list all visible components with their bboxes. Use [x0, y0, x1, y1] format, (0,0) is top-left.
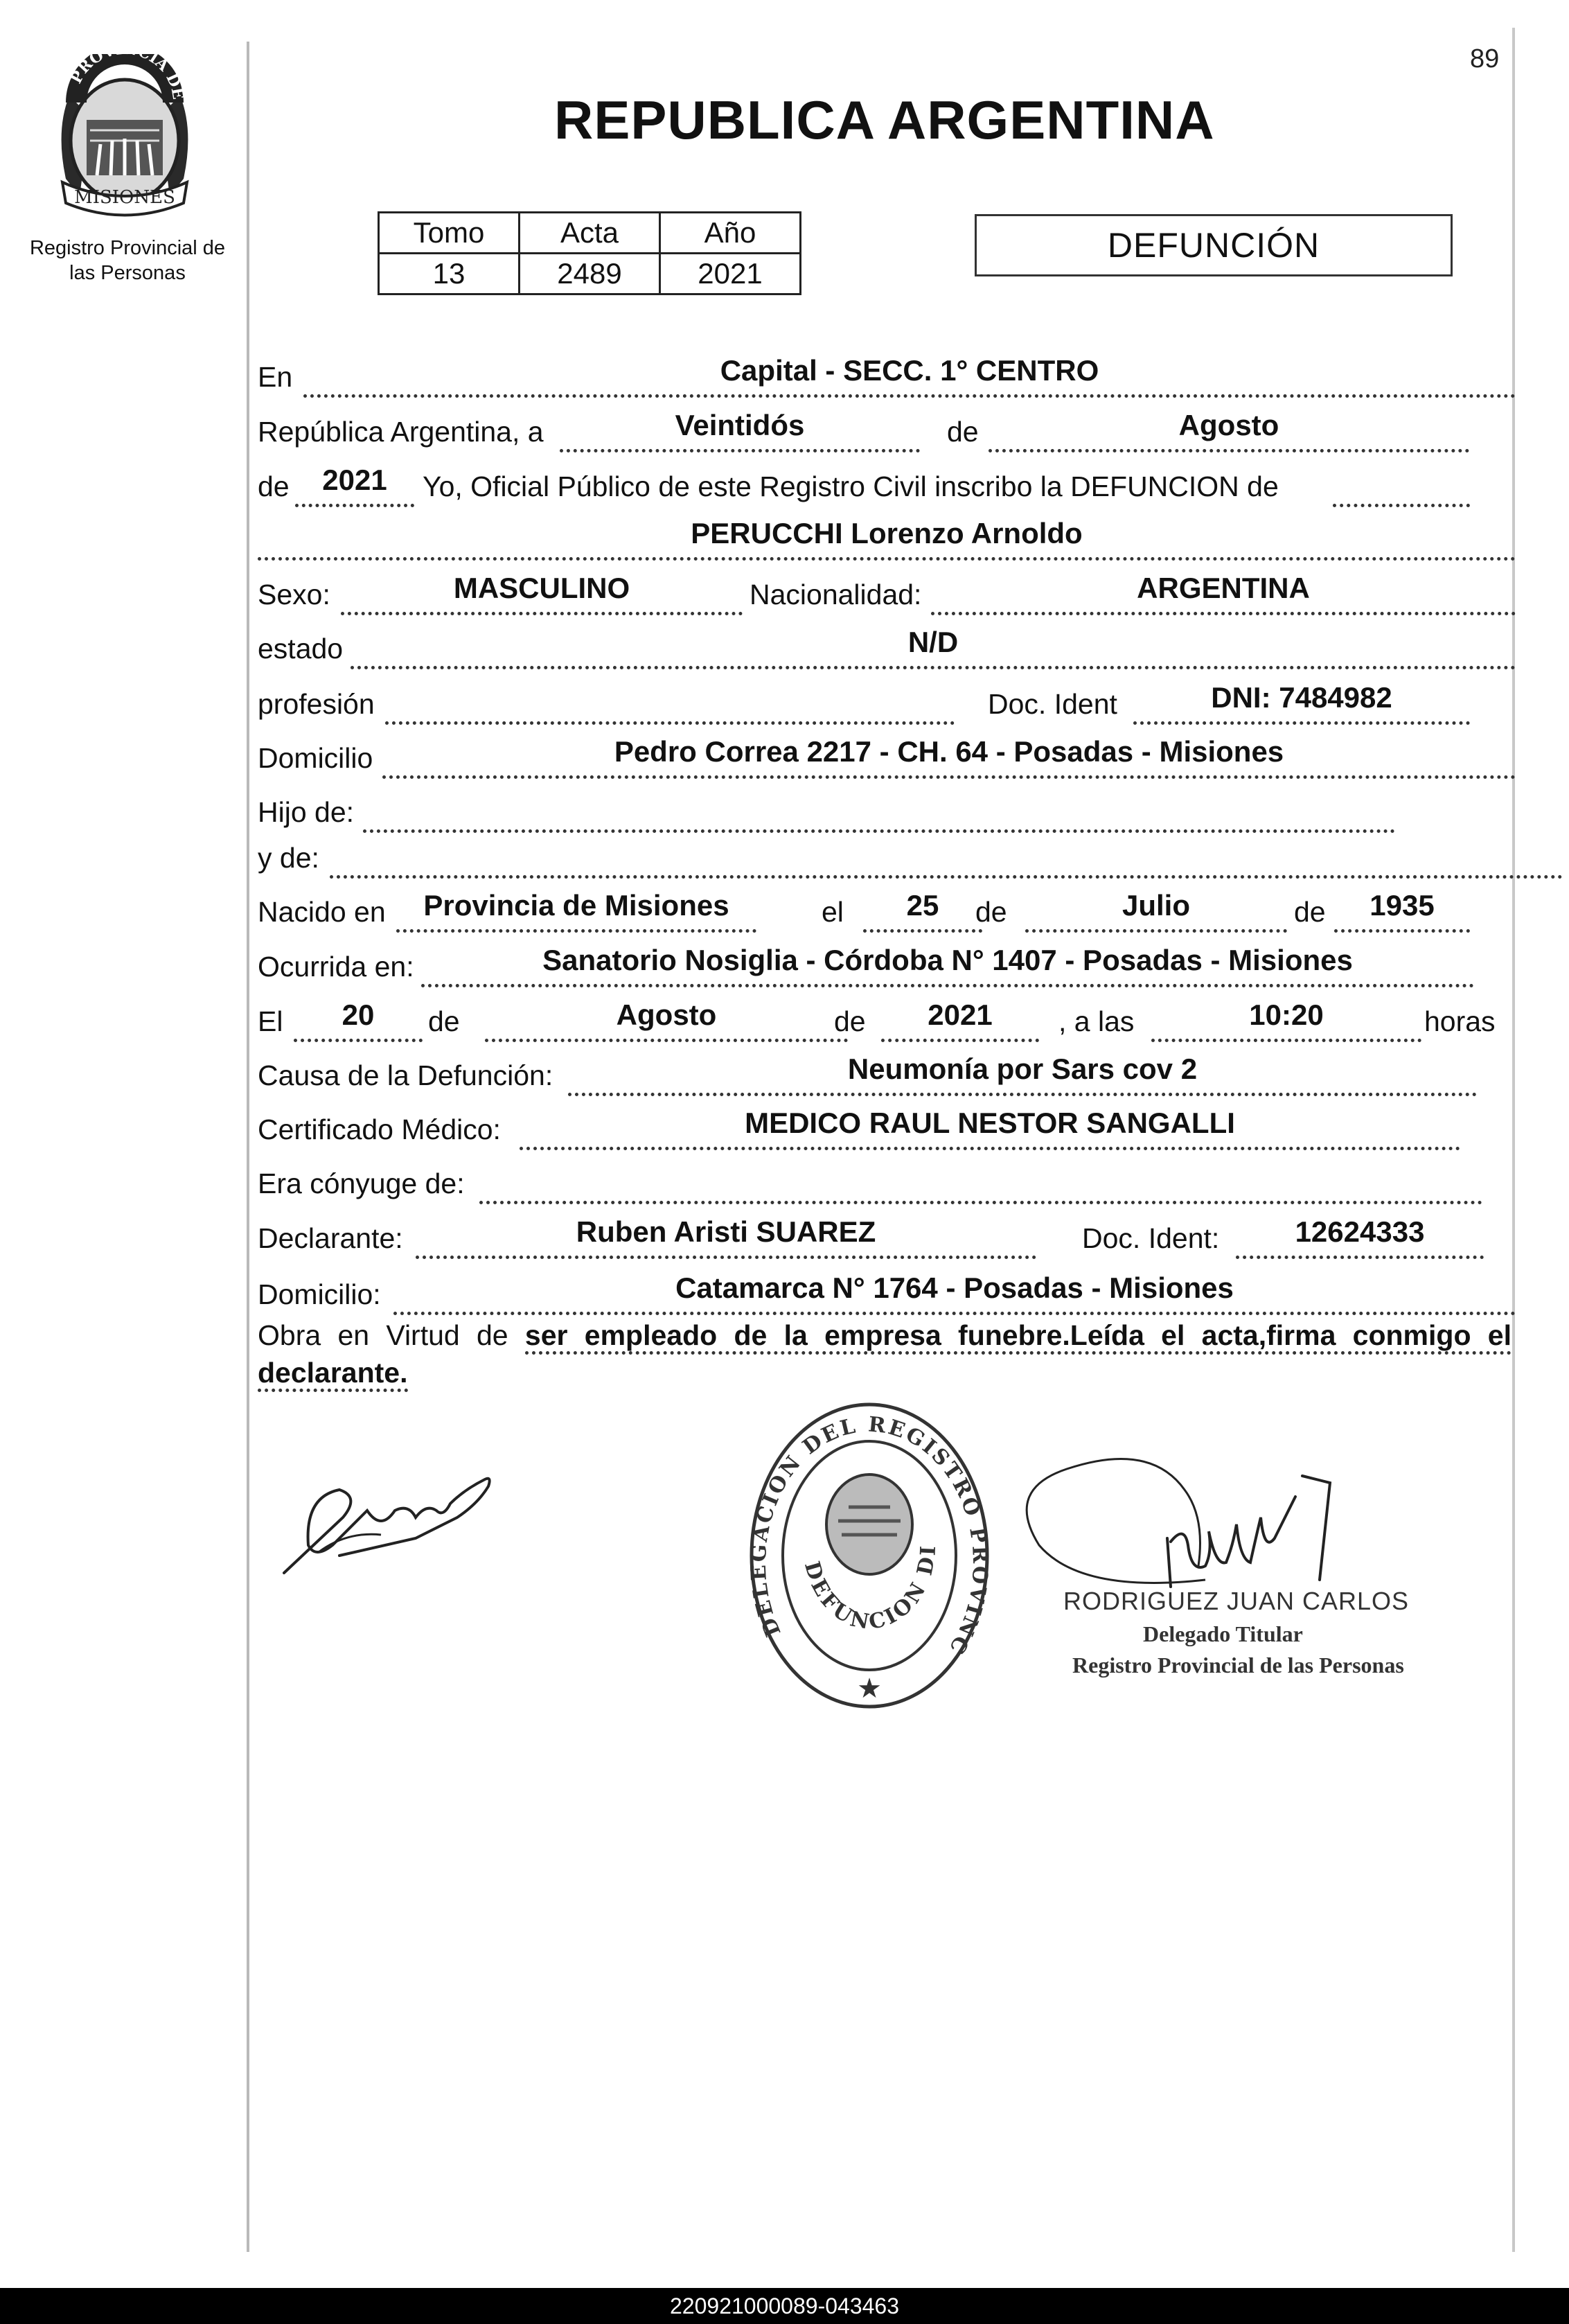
- estado-value: N/D: [907, 626, 959, 658]
- ocurrida-label: Ocurrida en:: [258, 951, 414, 983]
- birth-year-field: [1334, 888, 1470, 933]
- decl-doc-field: [1236, 1214, 1484, 1259]
- de-label-1: de: [947, 416, 979, 448]
- document-code-bar: 220921000089-043463: [0, 2288, 1569, 2324]
- death-month: Agosto: [616, 998, 717, 1031]
- de-label-2: de: [258, 470, 290, 502]
- nacido-field: [396, 888, 756, 933]
- row-date: [258, 397, 1516, 452]
- yde-field: [330, 834, 1563, 879]
- declarante-field: [416, 1214, 1036, 1259]
- ocurrida-value: Sanatorio Nosiglia - Córdoba N° 1407 - Posadas - Misiones: [542, 944, 1353, 976]
- row-place: [258, 342, 1516, 398]
- row-declarante: [258, 1204, 1516, 1259]
- death-day: 20: [342, 998, 375, 1031]
- anio-value: 2021: [660, 254, 801, 294]
- row-death-date: [258, 987, 1516, 1042]
- row-profesion: [258, 669, 1516, 725]
- birth-month-field: [1025, 888, 1287, 933]
- obra-label: Obra en Virtud de: [258, 1319, 508, 1351]
- nacido-value: Provincia de Misiones: [423, 889, 729, 922]
- official-stamp-icon: [745, 1400, 994, 1715]
- year-field: [295, 462, 414, 507]
- birth-month: Julio: [1122, 889, 1190, 922]
- row-conyuge: [258, 1149, 1516, 1204]
- profesion-field: [385, 680, 955, 725]
- logo-caption-line1: Registro Provincial de: [29, 237, 226, 259]
- birth-year: 1935: [1369, 889, 1435, 922]
- decl-domicilio-label: Domicilio:: [258, 1278, 381, 1310]
- day-value: Veintidós: [675, 409, 805, 441]
- obra-paragraph: [258, 1317, 1512, 1391]
- year-value: 2021: [322, 464, 387, 496]
- row-ocurrida: [258, 932, 1516, 987]
- alas-label: , a las: [1058, 1005, 1135, 1037]
- decl-domicilio-value: Catamarca N° 1764 - Posadas - Misiones: [675, 1271, 1234, 1304]
- death-time-field: [1151, 997, 1421, 1042]
- causa-label: Causa de la Defunción:: [258, 1059, 553, 1091]
- el-label: el: [822, 896, 844, 928]
- sexo-field: [341, 570, 743, 615]
- en-label: En: [258, 361, 293, 393]
- doc-ident-field: [1133, 680, 1470, 725]
- logo-arc-text: PRO IA DE: [67, 54, 188, 101]
- doc-ident-value: DNI: 7484982: [1211, 681, 1392, 714]
- trailing-field: [1333, 462, 1470, 507]
- official-office: Registro Provincial de las Personas: [1072, 1653, 1404, 1678]
- official-signature: [998, 1427, 1413, 1601]
- yde-label: y de:: [258, 842, 319, 874]
- official-role: Delegado Titular: [1143, 1621, 1303, 1646]
- official-name: RODRIGUEZ JUAN CARLOS: [1063, 1587, 1410, 1615]
- estado-field: [351, 624, 1516, 669]
- document-title: REPUBLICA ARGENTINA: [554, 89, 1215, 150]
- decl-doc-label: Doc. Ident:: [1082, 1222, 1220, 1254]
- death-time: 10:20: [1249, 998, 1324, 1031]
- certificado-field: [520, 1105, 1460, 1150]
- anio-header: Año: [660, 213, 801, 254]
- declarante-value: Ruben Aristi SUAREZ: [576, 1215, 876, 1248]
- causa-value: Neumonía por Sars cov 2: [847, 1053, 1198, 1085]
- nacionalidad-field: [931, 570, 1516, 615]
- certificado-value: MEDICO RAUL NESTOR SANGALLI: [745, 1107, 1235, 1139]
- declarant-signature-icon: [277, 1441, 506, 1580]
- nacionalidad-label: Nacionalidad:: [750, 579, 922, 610]
- sexo-label: Sexo:: [258, 579, 330, 610]
- death-month-field: [485, 997, 848, 1042]
- de-label-6: de: [834, 1005, 866, 1037]
- act-type-box: DEFUNCIÓN: [975, 214, 1453, 276]
- birth-day: 25: [906, 889, 939, 922]
- conyuge-field: [479, 1159, 1482, 1204]
- month-value: Agosto: [1178, 409, 1279, 441]
- birth-day-field: [863, 888, 982, 933]
- profesion-label: profesión: [258, 688, 375, 720]
- place-field: [303, 353, 1516, 398]
- death-year-field: [881, 997, 1039, 1042]
- logo-ribbon-text: MISIONES: [74, 187, 175, 208]
- certificado-label: Certificado Médico:: [258, 1113, 501, 1145]
- ocurrida-field: [421, 942, 1474, 987]
- decl-domicilio-field: [393, 1270, 1516, 1315]
- month-field: [989, 407, 1469, 452]
- registry-table-values: [379, 254, 801, 294]
- declarante-label: Declarante:: [258, 1222, 403, 1254]
- row-sex-nationality: [258, 560, 1516, 615]
- official-stamp: [745, 1400, 994, 1715]
- domicilio-label: Domicilio: [258, 742, 373, 774]
- declarant-signature: [277, 1441, 506, 1580]
- name-field: [258, 516, 1516, 561]
- stamp-inner-text: DEFUNCION DI: [799, 1542, 941, 1635]
- republica-label: República Argentina, a: [258, 416, 544, 448]
- doc-ident-label: Doc. Ident: [988, 688, 1117, 720]
- registry-table-header: [379, 213, 801, 254]
- official-signature-icon: [998, 1427, 1413, 1601]
- death-year: 2021: [928, 998, 993, 1031]
- registry-table: [378, 211, 801, 295]
- domicilio-value: Pedro Correa 2217 - CH. 64 - Posadas - Misiones: [614, 735, 1284, 768]
- declaration-text: Yo, Oficial Público de este Registro Civil inscribo la DEFUNCION de: [423, 470, 1279, 502]
- sexo-value: MASCULINO: [453, 572, 630, 604]
- row-decl-domicilio: [258, 1260, 1516, 1315]
- el-capital-label: El: [258, 1005, 283, 1037]
- stamp-star-icon: ★: [857, 1673, 882, 1704]
- row-yde: [258, 823, 1516, 879]
- logo-caption: [10, 236, 245, 285]
- logo-caption-line2: las Personas: [69, 262, 186, 284]
- hijo-label: Hijo de:: [258, 796, 355, 828]
- province-logo: [48, 54, 201, 220]
- de-label-3: de: [975, 896, 1007, 928]
- tomo-header: Tomo: [379, 213, 520, 254]
- row-domicilio: [258, 723, 1516, 779]
- de-label-5: de: [428, 1005, 460, 1037]
- de-label-4: de: [1294, 896, 1326, 928]
- left-margin-line: [247, 42, 249, 2252]
- row-certificado: [258, 1095, 1516, 1150]
- horas-label: horas: [1424, 1005, 1496, 1037]
- row-estado: [258, 614, 1516, 669]
- row-nacido: [258, 877, 1516, 933]
- nacionalidad-value: ARGENTINA: [1137, 572, 1310, 604]
- row-name: [258, 505, 1516, 561]
- tomo-value: 13: [379, 254, 520, 294]
- decl-doc-value: 12624333: [1295, 1215, 1425, 1248]
- row-causa: [258, 1041, 1516, 1096]
- death-day-field: [294, 997, 423, 1042]
- causa-field: [568, 1051, 1477, 1096]
- row-year: [258, 452, 1516, 507]
- domicilio-field: [382, 734, 1516, 779]
- estado-label: estado: [258, 633, 344, 664]
- province-seal-icon: [48, 54, 201, 220]
- obra-value: ser empleado de la empresa funebre.Leída el acta,firma conmigo el declarante.: [258, 1319, 1512, 1392]
- stamp-outer-text: DELEGACION DEL REGISTRO PROVINC: [746, 1412, 993, 1660]
- page-number: 89: [1470, 44, 1500, 73]
- place-value: Capital - SECC. 1° CENTRO: [720, 354, 1099, 387]
- day-field: [560, 407, 920, 452]
- conyuge-label: Era cónyuge de:: [258, 1168, 465, 1199]
- acta-value: 2489: [520, 254, 660, 294]
- acta-header: Acta: [520, 213, 660, 254]
- deceased-name: PERUCCHI Lorenzo Arnoldo: [691, 517, 1083, 549]
- nacido-label: Nacido en: [258, 896, 386, 928]
